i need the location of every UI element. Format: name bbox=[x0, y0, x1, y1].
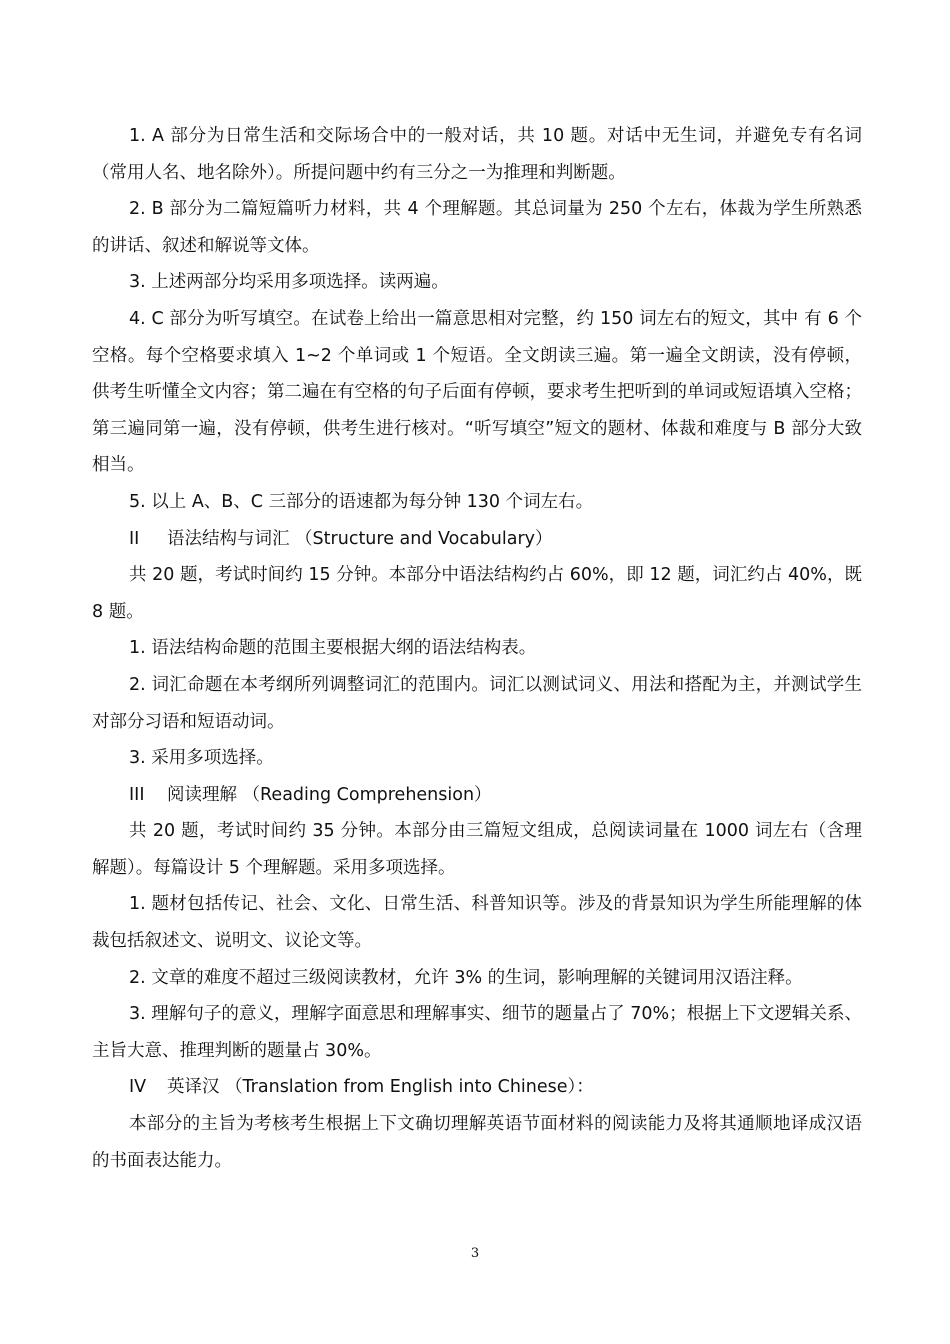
section-heading-reading bbox=[92, 777, 862, 814]
section-heading-translation bbox=[92, 1069, 862, 1106]
section-title: 英译汉 （Translation from English into Chinese）： bbox=[167, 1077, 594, 1098]
listening-item-b: 2. B 部分为二篇短篇听力材料，共 4 个理解题。其总词量为 250 个左右，体裁为学生所熟悉的讲话、叙述和解说等文体。 bbox=[92, 199, 862, 256]
listening-item-a: 1. A 部分为日常生活和交际场合中的一般对话，共 10 题。对话中无生词，并避免专有名词（常用人名、地名除外）。所提问题中约有三分之一为推理和判断题。 bbox=[92, 126, 862, 183]
reading-item-3: 3. 理解句子的意义，理解字面意思和理解事实、细节的题量占了 70%；根据上下文逻辑关系、主旨大意、推理判断的题量占 30%。 bbox=[92, 1004, 862, 1061]
section-title: 语法结构与词汇 （Structure and Vocabulary） bbox=[167, 528, 553, 549]
structure-intro: 共 20 题，考试时间约 15 分钟。本部分中语法结构约占 60%，即 12 题，词汇约占 40%，既 8 题。 bbox=[92, 565, 862, 622]
structure-item-2: 2. 词汇命题在本考纲所列调整词汇的范围内。词汇以测试词义、用法和搭配为主，并测试学生对部分习语和短语动词。 bbox=[92, 674, 862, 732]
reading-item-1: 1. 题材包括传记、社会、文化、日常生活、科普知识等。涉及的背景知识为学生所能理解的体裁包括叙述文、说明文、议论文等。 bbox=[92, 894, 862, 952]
section-title: 阅读理解 （Reading Comprehension） bbox=[167, 784, 492, 805]
page-number: 3 bbox=[470, 1246, 480, 1261]
reading-intro: 共 20 题，考试时间约 35 分钟。本部分由三篇短文组成，总阅读词量在 1000 词左右（含理解题）。每篇设计 5 个理解题。采用多项选择。 bbox=[92, 821, 862, 878]
translation-intro: 本部分的主旨为考核考生根据上下文确切理解英语节面材料的阅读能力及将其通顺地译成汉语的书面表达能力。 bbox=[92, 1114, 862, 1171]
listening-item-speed: 5. 以上 A、B、C 三部分的语速都为每分钟 130 个词左右。 bbox=[129, 491, 594, 512]
reading-item-2: 2. 文章的难度不超过三级阅读教材，允许 3% 的生词，影响理解的关键词用汉语注释。 bbox=[129, 967, 803, 988]
structure-item-3: 3. 采用多项选择。 bbox=[129, 748, 274, 769]
section-numeral: IV bbox=[129, 1077, 147, 1098]
section-numeral: III bbox=[129, 784, 145, 805]
listening-item-c: 4. C 部分为听写填空。在试卷上给出一篇意思相对完整，约 150 词左右的短文，其中 有 6 个空格。每个空格要求填入 1~2 个单词或 1 个短语。全文朗读三遍。第一遍全文朗读，没有停顿，供考生听懂全文内容；第二遍在有空格的句子后面有停顿，要求考生把听到的单词或短语填入空格；第三遍同第一遍，没有停顿，供考生进行核对。“听写填空”短文的题材、体裁和难度与 B 部分大致相当。 bbox=[92, 308, 862, 476]
section-heading-structure bbox=[92, 521, 862, 558]
section-numeral: II bbox=[129, 528, 140, 549]
structure-item-1: 1. 语法结构命题的范围主要根据大纲的语法结构表。 bbox=[129, 638, 537, 659]
document-body bbox=[92, 118, 862, 1179]
listening-item-format: 3. 上述两部分均采用多项选择。读两遍。 bbox=[129, 272, 449, 293]
